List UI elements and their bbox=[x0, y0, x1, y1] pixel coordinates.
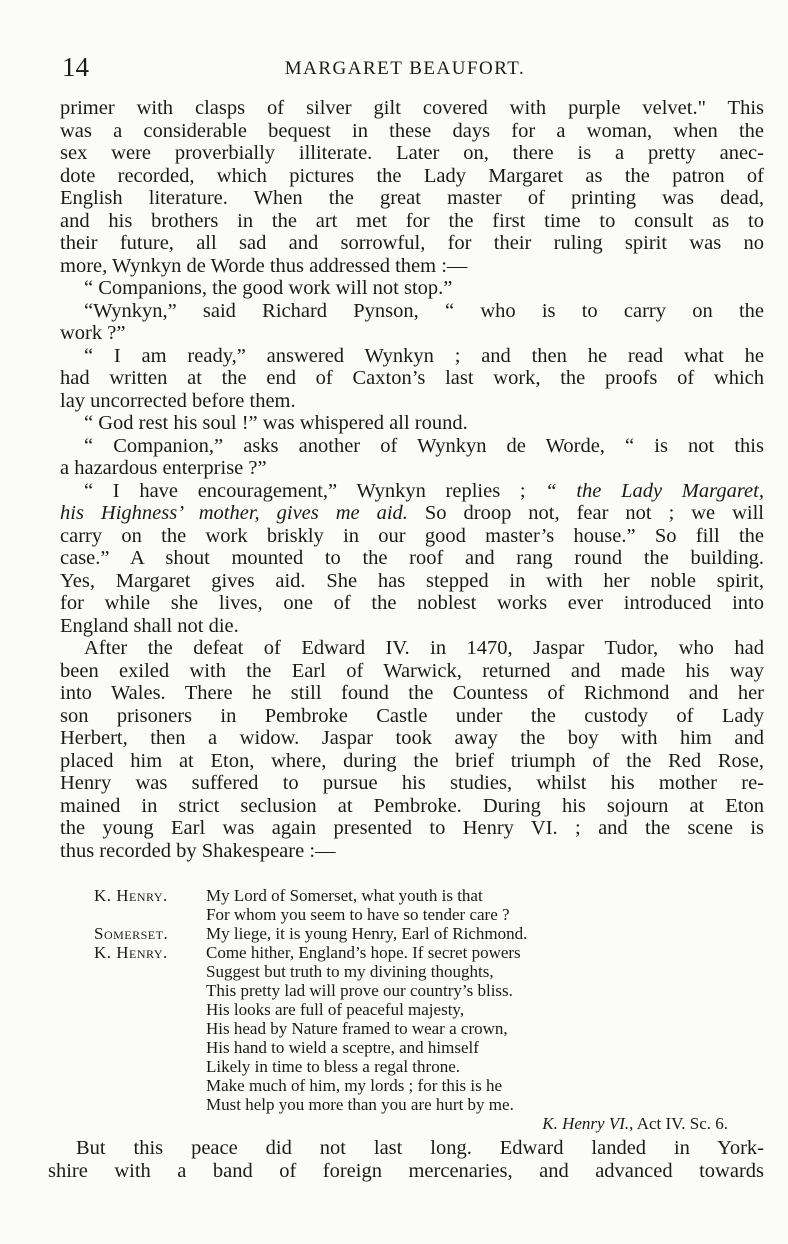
verse-line bbox=[94, 1076, 744, 1095]
text-line: their future, all sad and sorrowful, for their ruling spirit was no bbox=[60, 232, 764, 254]
text-line: But this peace did not last long. Edward landed in York- bbox=[76, 1137, 764, 1159]
verse-text: My Lord of Somerset, what youth is that bbox=[206, 886, 483, 905]
text-line: sex were proverbially illiterate. Later on, there is a pretty anec- bbox=[60, 142, 764, 164]
text-line: for while she lives, one of the noblest works ever introduced into bbox=[60, 592, 764, 614]
text-line: and his brothers in the art met for the first time to consult as to bbox=[60, 209, 764, 232]
verse-text: For whom you seem to have so tender care ? bbox=[206, 905, 510, 924]
body-text bbox=[60, 97, 764, 862]
text-line: thus recorded by Shakespeare :— bbox=[60, 839, 336, 862]
closing-text bbox=[48, 1137, 764, 1182]
text-line: son prisoners in Pembroke Castle under the custody of Lady bbox=[60, 704, 764, 727]
verse-text: This pretty lad will prove our country’s bliss. bbox=[206, 981, 513, 1000]
text-line: dote recorded, which pictures the Lady Margaret as the patron of bbox=[60, 164, 764, 187]
citation-act: Act IV. Sc. 6. bbox=[633, 1114, 728, 1133]
verse-text: Come hither, England’s hope. If secret powers bbox=[206, 943, 521, 962]
text-line: carry on the work briskly in our good master’s house.” So fill the bbox=[60, 524, 764, 547]
text-line: been exiled with the Earl of Warwick, returned and made his way bbox=[60, 659, 764, 682]
verse-text: His head by Nature framed to wear a crown, bbox=[206, 1019, 508, 1038]
text-line: “Wynkyn,” said Richard Pynson, “ who is to carry on the bbox=[84, 299, 764, 322]
text-line: the young Earl was again presented to Henry VI. ; and the scene is bbox=[60, 817, 764, 839]
text-line: shire with a band of foreign mercenaries, and advanced towards bbox=[48, 1159, 764, 1182]
verse-line bbox=[94, 1057, 744, 1076]
verse-line bbox=[94, 962, 744, 981]
text-line: lay uncorrected before them. bbox=[60, 389, 296, 412]
text-line: Henry was suffered to pursue his studies, whilst his mother re- bbox=[60, 772, 764, 794]
running-title: MARGARET BEAUFORT. bbox=[284, 58, 526, 79]
text-line: “ God rest his soul !” was whispered all round. bbox=[84, 412, 468, 434]
text-line: English literature. When the great master of printing was dead, bbox=[60, 187, 764, 209]
text-line: After the defeat of Edward IV. in 1470, Jaspar Tudor, who had bbox=[84, 637, 764, 659]
verse-text: My liege, it is young Henry, Earl of Richmond. bbox=[206, 924, 528, 943]
speaker-name: K. Henry. bbox=[94, 943, 168, 962]
text-line: “ Companions, the good work will not stop.” bbox=[84, 277, 453, 299]
verse-line bbox=[94, 1095, 744, 1114]
text-line-with-italic bbox=[60, 502, 764, 525]
verse-citation-line bbox=[94, 1114, 744, 1133]
page-number: 14 bbox=[62, 52, 89, 82]
verse-line bbox=[94, 1000, 744, 1019]
verse-text: His hand to wield a sceptre, and himself bbox=[206, 1038, 479, 1057]
text-line: was a considerable bequest in these days for a woman, when the bbox=[60, 119, 764, 142]
verse-line bbox=[94, 1038, 744, 1057]
verse-text: Make much of him, my lords ; for this is he bbox=[206, 1076, 503, 1095]
verse-citation bbox=[542, 1114, 728, 1133]
verse-text: His looks are full of peaceful majesty, bbox=[206, 1000, 465, 1019]
text-span: “ I have encouragement,” Wynkyn replies ; bbox=[84, 479, 546, 502]
text-line: placed him at Eton, where, during the brief triumph of the Red Rose, bbox=[60, 749, 764, 772]
italic-span: his Highness’ mother, gives me aid. bbox=[60, 502, 408, 524]
verse-line bbox=[94, 905, 744, 924]
text-line: Herbert, then a widow. Jaspar took away the boy with him and bbox=[60, 727, 764, 749]
verse-text: Suggest but truth to my divining thoughts, bbox=[206, 962, 494, 981]
speaker-name: Somerset. bbox=[94, 924, 169, 943]
text-span: So droop not, fear not ; we will bbox=[407, 502, 764, 524]
verse-text: Likely in time to bless a regal throne. bbox=[206, 1057, 460, 1076]
verse-line bbox=[94, 924, 744, 943]
speaker-name: K. Henry. bbox=[94, 886, 168, 905]
text-line: primer with clasps of silver gilt covered with purple velvet." This bbox=[60, 97, 764, 119]
verse-line bbox=[94, 943, 744, 962]
text-line: “ Companion,” asks another of Wynkyn de Worde, “ is not this bbox=[84, 434, 764, 457]
page-header bbox=[62, 52, 748, 86]
verse-line bbox=[94, 1019, 744, 1038]
verse-text: Must help you more than you are hurt by me. bbox=[206, 1095, 514, 1114]
text-line: into Wales. There he still found the Countess of Richmond and her bbox=[60, 682, 764, 704]
verse-line bbox=[94, 886, 744, 905]
text-line-with-italic bbox=[60, 480, 764, 503]
text-line: mained in strict seclusion at Pembroke. During his sojourn at Eton bbox=[60, 794, 764, 817]
citation-work: K. Henry VI., bbox=[542, 1114, 634, 1133]
verse-line bbox=[94, 981, 744, 1000]
text-line: a hazardous enterprise ?” bbox=[60, 457, 267, 479]
text-line: England shall not die. bbox=[60, 614, 239, 637]
text-line: case.” A shout mounted to the roof and rang round the building. bbox=[60, 547, 764, 569]
text-line: had written at the end of Caxton’s last work, the proofs of which bbox=[60, 367, 764, 389]
italic-span: “ the Lady Margaret, bbox=[545, 479, 764, 502]
text-line: “ I am ready,” answered Wynkyn ; and then he read what he bbox=[84, 344, 764, 367]
verse-quotation bbox=[94, 886, 744, 1133]
text-line: work ?” bbox=[60, 322, 126, 344]
text-line: more, Wynkyn de Worde thus addressed them :— bbox=[60, 254, 468, 277]
text-line: Yes, Margaret gives aid. She has stepped in with her noble spirit, bbox=[60, 569, 764, 592]
